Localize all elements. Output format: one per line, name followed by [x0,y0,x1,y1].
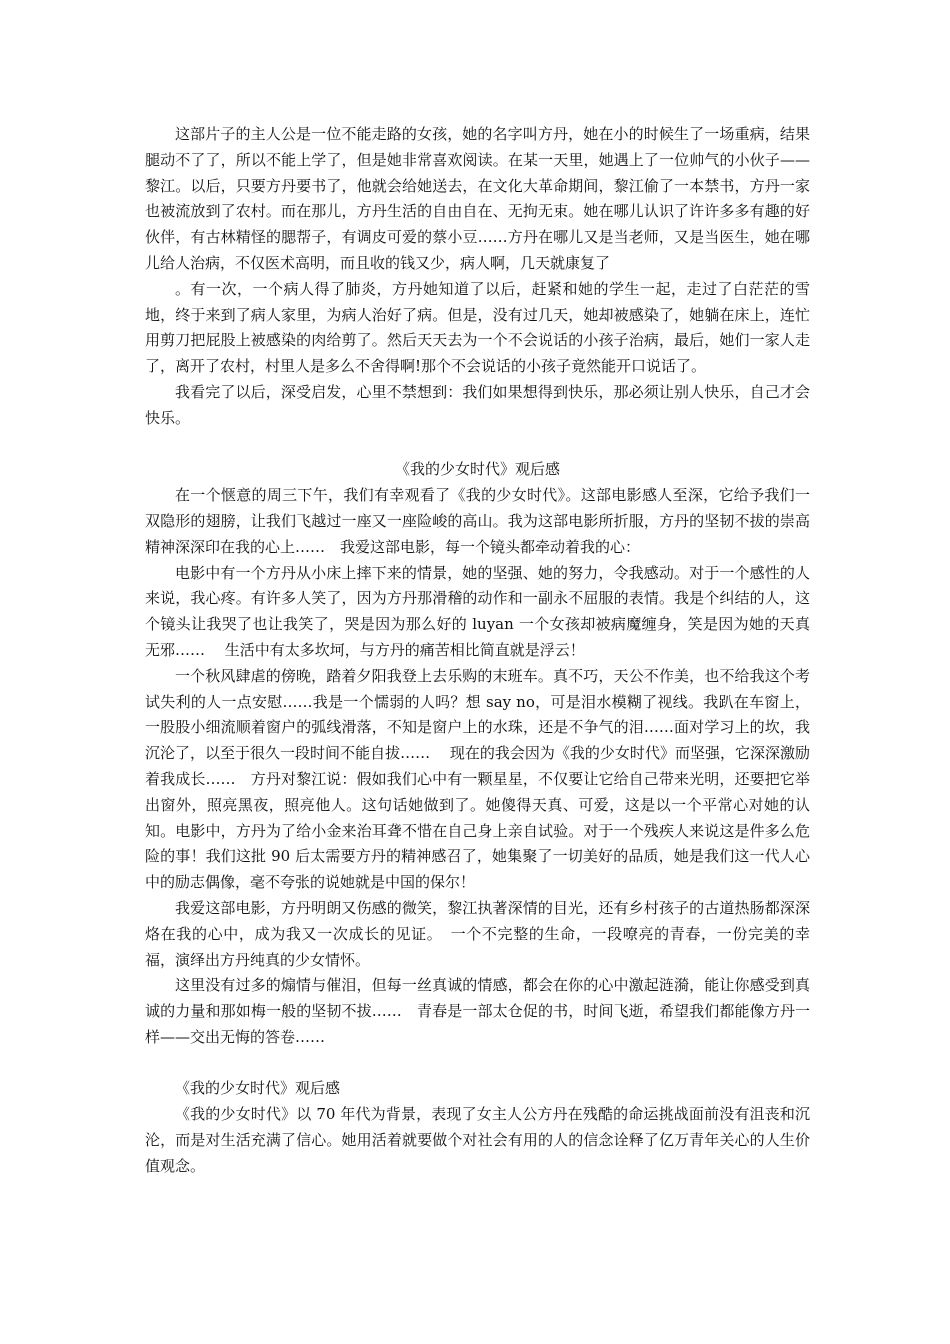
s3-paragraph-1: 《我的少女时代》以 70 年代为背景，表现了女主人公方丹在残酷的命运挑战面前没有沮丧和沉沦，而是对生活充满了信心。她用活着就要做个对社会有用的人的信念诠释了亿万青年关心的人生价值观念。 [145,1105,810,1175]
section-gap [145,432,810,458]
section2-title: 《我的少女时代》观后感 [394,460,560,479]
s1-paragraph-2: 。有一次，一个病人得了肺炎，方丹她知道了以后，赶紧和她的学生一起，走过了白茫茫的雪地，终于来到了病人家里，为病人治好了病。但是，没有过几天，她却被感染了，她躺在床上，连忙用剪刀把屁股上被感染的肉给剪了。然后天天去为一个不会说话的小孩子治病，最后，她们一家人走了，离开了农村，村里人是多么不舍得啊!那个不会说话的小孩子竟然能开口说话了。 [145,279,810,376]
document-page [145,122,810,1180]
s2-paragraph-3: 一个秋风肆虐的傍晚，踏着夕阳我登上去乐购的末班车。真不巧，天公不作美，也不给我这个考试失利的人一点安慰……我是一个懦弱的人吗？想 say no，可是泪水模糊了视线。我趴在车窗上，一股股小细流顺着窗户的弧线滑落，不知是窗户上的水珠，还是不争气的泪……面对学习上的坎，我沉沦了，以至于很久一段时间不能自拔…… 现在的我会因为《我的少女时代》而坚强，它深深激励着我成长…… 方丹对黎江说：假如我们心中有一颗星星，不仅要让它给自己带来光明，还要把它举出窗外，照亮黑夜，照亮他人。这句话她做到了。她傻得天真、可爱，这是以一个平常心对她的认知。电影中，方丹为了给小金来治耳聋不惜在自己身上亲自试验。对于一个残疾人来说这是件多么危险的事！我们这批 90 后太需要方丹的精神感召了，她集聚了一切美好的品质，她是我们这一代人心中的励志偶像，毫不夸张的说她就是中国的保尔！ [145,666,810,892]
s1-paragraph-3: 我看完了以后，深受启发，心里不禁想到：我们如果想得到快乐，那必须让别人快乐，自己才会快乐。 [145,382,810,427]
s2-paragraph-5: 这里没有过多的煽情与催泪，但每一丝真诚的情感，都会在你的心中激起涟漪，能让你感受到真诚的力量和那如梅一般的坚韧不拔…… 青春是一部太仓促的书，时间飞逝，希望我们都能像方丹一样——交出无悔的答卷…… [145,976,810,1046]
s2-paragraph-4: 我爱这部电影，方丹明朗又伤感的微笑，黎江执著深情的目光，还有乡村孩子的古道热肠都深深烙在我的心中，成为我又一次成长的见证。 一个不完整的生命，一段嘹亮的青春，一份完美的幸福，演绎出方丹纯真的少女情怀。 [145,898,810,969]
s2-paragraph-2: 电影中有一个方丹从小床上摔下来的情景，她的坚强、她的努力，令我感动。对于一个感性的人来说，我心疼。有许多人笑了，因为方丹那滑稽的动作和一副永不屈服的表情。我是个纠结的人，这个镜头让我哭了也让我笑了，哭是因为那么好的 luyan 一个女孩却被病魔缠身，笑是因为她的天真无邪…… 生活中有太多坎坷，与方丹的痛苦相比简直就是浮云！ [145,563,810,659]
s2-paragraph-1: 在一个惬意的周三下午，我们有幸观看了《我的少女时代》。这部电影感人至深，它给予我们一双隐形的翅膀，让我们飞越过一座又一座险峻的高山。我为这部电影所折服，方丹的坚韧不拔的崇高精神深深印在我的心上…… 我爱这部电影，每一个镜头都牵动着我的心： [145,486,810,556]
s1-paragraph-1: 这部片子的主人公是一位不能走路的女孩，她的名字叫方丹，她在小的时候生了一场重病，结果腿动不了了，所以不能上学了，但是她非常喜欢阅读。在某一天里，她遇上了一位帅气的小伙子——黎江。以后，只要方丹要书了，他就会给她送去，在文化大革命期间，黎江偷了一本禁书，方丹一家也被流放到了农村。而在那儿，方丹生活的自由自在、无拘无束。她在哪儿认识了许许多多有趣的好伙伴，有古林精怪的腮帮子，有调皮可爱的蔡小豆……方丹在哪儿又是当老师，又是当医生，她在哪儿给人治病，不仅医术高明，而且收的钱又少，病人啊，几天就康复了 [145,125,810,272]
section-gap [145,1051,810,1077]
section3-title: 《我的少女时代》观后感 [175,1079,341,1098]
